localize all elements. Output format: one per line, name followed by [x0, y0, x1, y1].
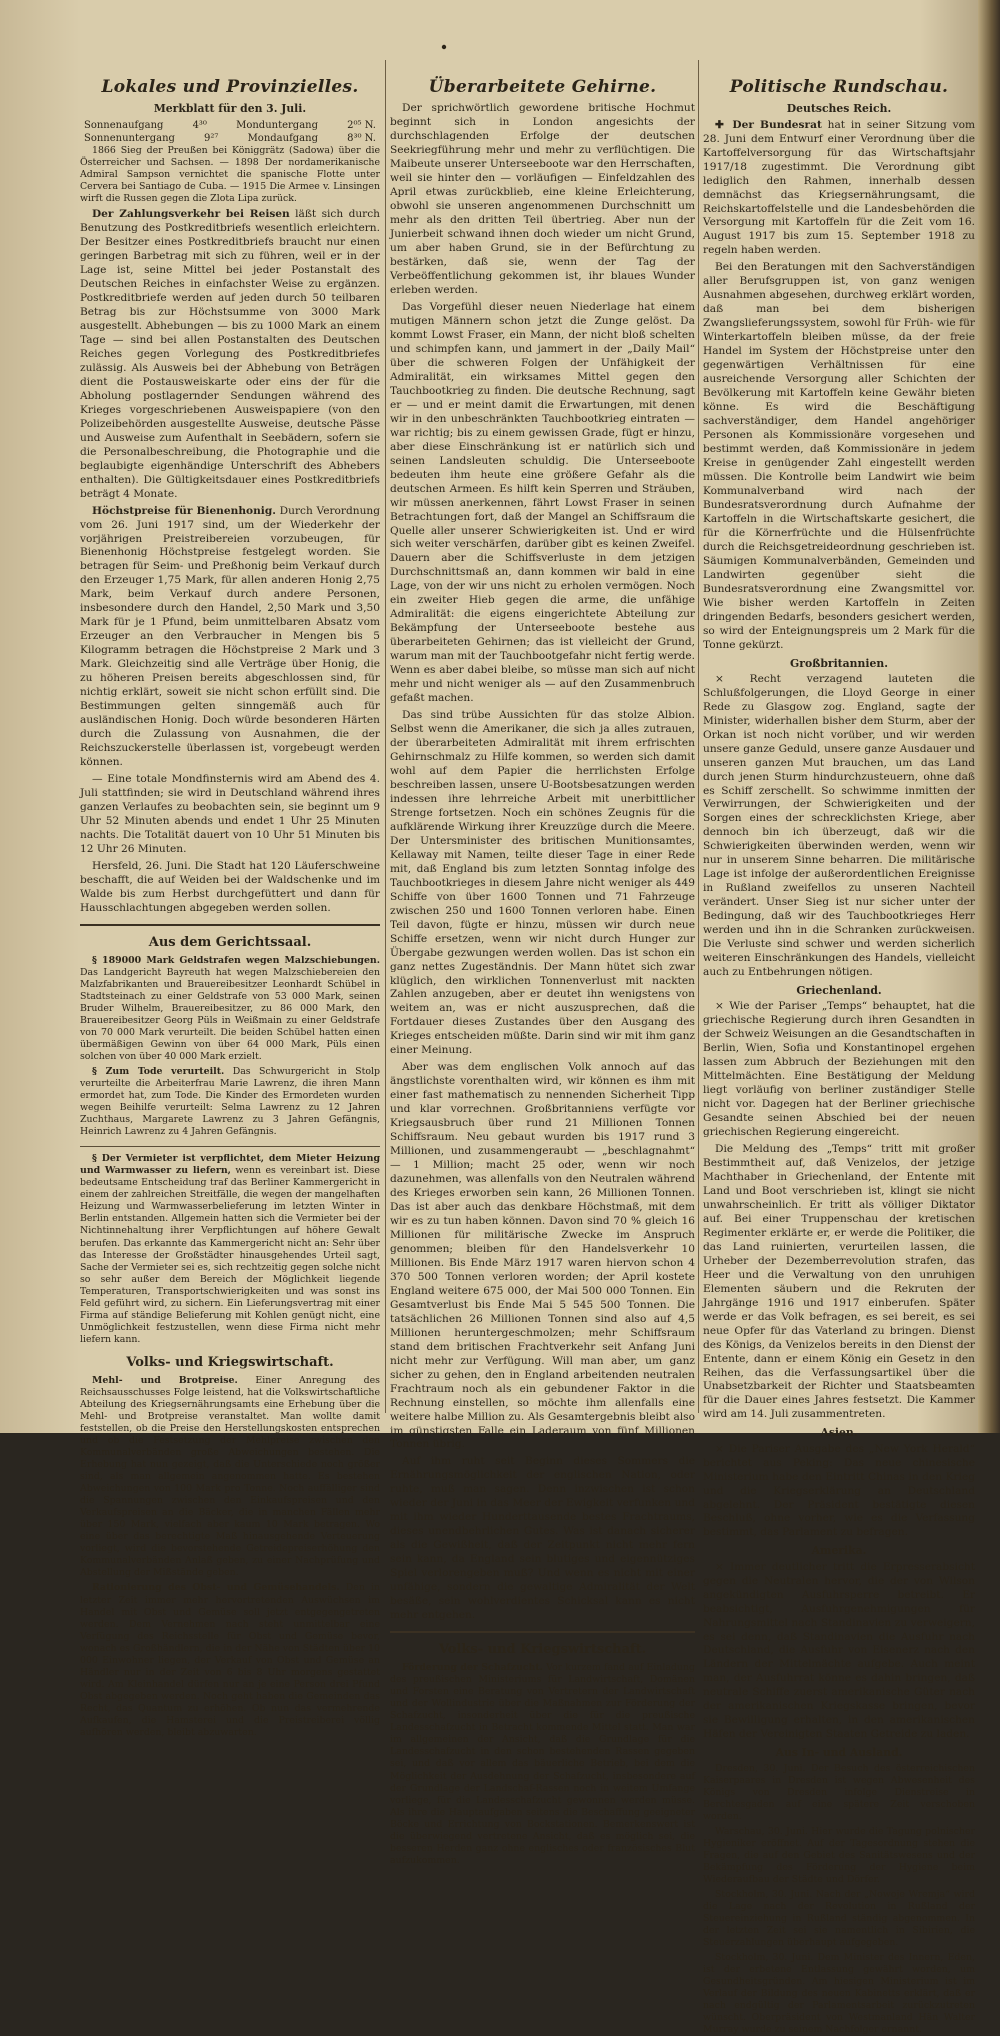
article-paragraph: Stockholm, 30. Juni. Nach der „Nowoje Wremja“ wird die Lage nach der Revolution in Rußland der Steuereinziehung in Rußland ständig abgenommen. In der letzten Zeit sei sie namentlich in Sibirien, die Steuerzahlungen überhaupt aufgegeben.	[703, 1888, 975, 1948]
keyword: Der Zahlungsverkehr bei Reisen	[92, 208, 290, 221]
column-feature-article	[390, 62, 695, 1866]
keyword: Förderung der Schafzucht.	[402, 1662, 543, 1674]
column-rule	[698, 60, 699, 1413]
column-politics	[703, 62, 975, 2036]
article-paragraph: Der sprichwörtlich gewordene britische Hochmut beginnt sich in London angesichts der durchschlagenden Erfolge der deutschen Seekriegführung mehr und mehr zu verflüchtigen. Die Maibeute unserer Unterseeboote war den Herrschaften, weil sie hinter den — vorläufigen — Einfeldzahlen des April etwas zurückblieb, eine kleine Erleichterung, obwohl sie unseren angenommenen Durchschnitt um mehr als den dritten Teil übertrieg. Aber nun der Junierbeit schwand ihnen doch wieder um nicht Grund, um aber haben Grund, sie in der Befürchtung zu bestärken, daß sie, wenn der Tag der Verbeöffentlichung gekommen ist, ihr blaues Wunder erleben werden.	[390, 102, 695, 297]
paragraph-text: Das Schwurgericht in Stolp verurteilte die Arbeiterfrau Marie Lawrenz, die ihren Mann ermordet hat, zum Tode. Die Kinder des Ermordeten wurden wegen Beihilfe verurteilt: Selma Lawrenz zu 12 Jahren Zuchthaus, Margarete Lawrenz zu 3 Jahren Gefängnis, Heinrich Lawrenz zu 4 Jahren Gefängnis.	[80, 1066, 380, 1138]
paragraph-text: läßt sich durch Benutzung des Postkreditbriefs wesentlich erleichtern. Der Besitzer eines Postkreditbriefs braucht nur einen geringen Barbetrag mit sich zu führen, weil er in der Lage ist, seine Mittel bei jeder Postanstalt des Deutschen Reiches in einfachster Weise zu ergänzen. Postkreditbriefe werden auf jeden durch 50 teilbaren Betrag bis zur Höchstsumme von 3000 Mark ausgestellt. Abhebungen — bis zu 1000 Mark an einem Tage — sind bei allen Postanstalten des Deutschen Reiches gegen Vorlegung des Postkreditbriefes zulässig. Als Ausweis bei der Abhebung von Beträgen dient die Postausweiskarte oder eins der für die Abholung postlagernder Sendungen während des Krieges vorgeschriebenen Ausweispapiere (von den Polizeibehörden ausgestellte Ausweise, deutsche Pässe und Ausweise zum Aufenthalt in Seebädern, sofern sie die Personalbeschreibung, die Photographie und die beglaubigte eigenhändige Unterschrift des Abhebers enthalten). Die Gültigkeitsdauer eines Postkreditbriefs beträgt 4 Monate.	[80, 208, 380, 500]
column-rule	[385, 60, 386, 1413]
paragraph-text: Den in letzter Zeit immer mehr hervortretenden Auswüchsen im Handel mit Obst und Gemüse soll jetzt entgegengetreten werden. Dem Vernehmen nach steht unmittelbar eine Verfügung des Reichsstelle für Obst und Gemüse bevor, wonach es Großhändlern, die in der Nähe von Städten über 10 000 Einwohner liegen, der Verkauf von Obst und Gemüse an Händler nur in der Zeit von 6 bis 8 Uhr morgens gestattet wird. Am Kleinhandel dürfen nur an je eine Person drei Pfund Obst abgegeben werden. Noch geht haben die Gemeinden das Recht, das Quantum zu erhöhen. Ob nun das vermehrende Aufkaufen, die Hamsterei und die Preistreiberei völlig aufhören werden, bleibt abzuwarten.	[80, 1582, 380, 1738]
calendar-row	[80, 119, 380, 132]
section-heading: Politische Rundschau.	[729, 77, 949, 97]
calendar-label: Sonnenuntergang	[84, 132, 175, 144]
section-heading: Lokales und Provinzielles.	[101, 77, 359, 97]
article-paragraph: × Die Pariser Ausgabe des „New York Herald“ berichtet aus Peking: Das neue chinesische Ministerium habe den Eintritt Chinas in den Krieg und die Kriegserklärung an Deutschland abgelehnt. Der Präsident bestätigte diesen Beschluß, ohne vorher, wie es die Verfassung bestimmt, das Parlament zu befragen.	[703, 1442, 975, 1539]
history-note: 1866 Sieg der Preußen bei Königgrätz (Sadowa) über die Österreicher und Sachsen. — 1898 Der nordamerikanische Admiral Sampson vernichtet die spanische Flotte unter Cervera bei Santiago de Cuba. — 1915 Die Armee v. Linsingen wirft die Russen gegen die Zlota Lipa zurück.	[80, 145, 380, 205]
divider	[80, 1146, 380, 1147]
article-paragraph: ✚ Der Bundesrat hat in seiner Sitzung vom 28. Juni dem Entwurf einer Verordnung über die Kartoffelversorgung für das Wirtschaftsjahr 1917/18 zugestimmt. Die Verordnung gibt lediglich den Rahmen, innerhalb dessen demnächst das Kriegsernährungsamt, die Reichskartoffelstelle und die Landesbehörden die Versorgung mit Kartoffeln für die Zeit vom 16. August 1917 bis zum 15. September 1918 zu regeln haben werden.	[703, 118, 975, 257]
subsection-heading: Asien.	[820, 1426, 858, 1440]
section-heading: Aus dem Gerichtssaal.	[148, 934, 312, 950]
article-paragraph	[80, 1066, 380, 1138]
subsection-heading: Griechenland.	[796, 984, 882, 998]
article-paragraph: × Wie der Pariser „Temps“ behauptet, hat die griechische Regierung durch ihren Gesandten in der Schweiz Weisungen an die Gesandtschaften in Berlin, Wien, Sofia und Konstantinopel ergehen lassen zum Abbruch der Beziehungen mit den Mittelmächten. Eine Bestätigung der Meldung liegt vorläufig von berliner zuständiger Stelle nicht vor. Dagegen hat der Berliner griechische Gesandte seinen Abschied bei der neuen griechischen Regierung eingereicht.	[703, 1000, 975, 1139]
keyword: § Zum Tode verurteilt.	[92, 1066, 225, 1078]
section-heading: Volks- und Kriegswirtschaft.	[126, 1354, 334, 1370]
keyword: § Der Vermieter ist verpflichtet, dem Mieter Heizung und Warmwasser zu liefern,	[80, 1153, 380, 1177]
calendar-label: Monduntergang	[236, 119, 318, 131]
calendar-value: 8³⁰ N.	[347, 132, 376, 144]
paragraph-text: Das Landgericht Bayreuth hat wegen Malzschiebereien den Malzfabrikanten und Brauereibesitzer Leonhardt Schübel in Stadtsteinach zu einer Geldstrafe von 53 000 Mark, seinen Bruder Wilhelm, Brauereibesitzer, zu 86 000 Mark, den Brauereibesitzer Georg Püls in Weißmain zu einer Geldstrafe von 70 000 Mark verurteilt. Die beiden Schübel hatten einen übermäßigen Gewinn von über 64 000 Mark, Püls einen solchen von über 40 000 Mark erzielt.	[80, 966, 380, 1063]
keyword: Der Bundesrat	[732, 118, 822, 131]
article-paragraph: Das sind trübe Aussichten für das stolze Albion. Selbst wenn die Amerikaner, die sich ja alles zutrauen, der überarbeiteten Admiralität mit ihrem erfrischten Gehirnschmalz zu Hilfe kommen, so werden sich damit wohl auf dem Papier die herrlichsten Erfolge beschreiben lassen, unsere U-Bootsbesatzungen werden indessen ihre lehrreiche Arbeit mit unerbittlicher Strenge fortsetzen. Noch ein schönes Zeugnis für die aufklärende Wirkung ihrer Kreuzzüge durch die Meere. Der Untersminister des britischen Munitionsamtes, Kellaway mit Namen, teilte dieser Tage in einer Rede mit, daß England bis zum letzten Sonntag infolge des Tauchbootkrieges in diesem Jahre nicht weniger als 449 Schiffe von über 1600 Tonnen und 71 Fahrzeuge zwischen 250 und 1600 Tonnen verloren habe. Einen Teil davon, fügte er hinzu, müssen wir durch neue Schiffe ersetzen, wenn wir nicht durch Hunger zur Übergabe gezwungen werden wollen. Das ist schon ein ganz nettes Zugeständnis. Der Mann hütet sich zwar klüglich, den wirklichen Tonnenverlust mit nackten Zahlen anzugeben, aber er deutet ihn wenigstens von weitem an, was er nicht auszusprechen, daß die Fortdauer dieses Zustandes über den Ausgang des Krieges entscheiden müßte. Darin sind wir mit ihm ganz einer Meinung.	[390, 709, 695, 1057]
keyword: Höchstpreise für Bienenhonig.	[92, 504, 276, 517]
subsection-heading: Deutsches Reich.	[786, 102, 892, 116]
article-paragraph: Auf ihm ruht seit Beginn dieses Sommers die Ernährungsmöglichkeit der englischen Nation, oder ruhte, muß man sagen. Denn inzwischen ist schon wieder der Juni in das Meer der Ewigkeit verfunken und mit ihm wieder Hunderttausende bestes Frachtraums, dieses unendbehrlichen Gutes. Was ist danach sicherer als die Gewißheit, daß der Zeitpunkt nicht mehr fern sein kann, da England sein blutiges und eigennütziges Spiel verlorengeben muß? Und wenn es nicht mit einer unfähige, sondern die gewaltige Admiralität der Welt besäße, sein wohlverdientes Schicksal kann es nicht mehr entgehen.	[390, 1455, 695, 1622]
article-paragraph: Stockholm, 30. Juni. Dem Minister des Innern, Eden, ist der erbetene Entlassung gewährt worden, um Gesundheitsgründen. Am hiesigen Ministerium ist im Verlauf der Bildung des neuen Kabinetts erklärt, daß er nach endgültig der Parlamentsarbeit zurückzutreten wünscht. Oberpräsident von Westmanland Hän Walter Murray wurde zu seinem Nachfolger ernannt.	[703, 1951, 975, 2036]
section-divider	[80, 924, 380, 926]
keyword: Rationierung des Obst- und Gemüsehandels.	[92, 1582, 340, 1594]
calendar-value: 4³⁰	[192, 119, 207, 131]
keyword: Mehl- und Brotpreise.	[92, 1374, 238, 1386]
article-paragraph	[80, 208, 380, 501]
keyword: § 189000 Mark Geldstrafen wegen Malzschiebungen.	[92, 954, 380, 966]
calendar-row	[80, 132, 380, 145]
section-heading: Volks- und Kriegswirtschaft.	[438, 1642, 647, 1658]
subsection-heading: Aus In- und Ausland.	[775, 1746, 903, 1760]
merkblatt-title: Merkblatt für den 3. Juli.	[153, 102, 307, 116]
column-local-news	[80, 62, 380, 1738]
article-paragraph: Hersfeld, 26. Juni. Die Stadt hat 120 Läuferschweine beschafft, die auf Weiden bei der Waldschenke und im Walde bis zum Herbst durchgefüttert und dann für Hausschlachtungen abgegeben werden sollen.	[80, 859, 380, 914]
article-paragraph: — Eine totale Mondfinsternis wird am Abend des 4. Juli stattfinden; sie wird in Deutschland während ihres ganzen Verlaufes zu beobachten sein, sie beginnt um 9 Uhr 52 Minuten abends und endet 1 Uhr 25 Minuten nachts. Die Totalität dauert von 10 Uhr 51 Minuten bis 12 Uhr 26 Minuten.	[80, 772, 380, 855]
article-paragraph: Die Meldung des „Temps“ tritt mit großer Bestimmtheit auf, daß Venizelos, der jetzige Machthaber in Griechenland, der Entente mit Land und Boot verschrieben ist, klingt sie nicht unwahrscheinlich. Er tritt als völliger Diktator auf. Bei einer Truppenschau der kretischen Regimenter erklärte er, er werde die Politiker, die das Land ruinierten, verurteilen lassen, die Urheber der Dezemberrevolution strafen, das Heer und die Verwaltung von den unruhigen Elementen säubern und die Rekruten der Jahrgänge 1916 und 1917 einberufen. Später werde er das Volk befragen, es sei bereit, es sei neue Opfer für das Vaterland zu bringen. Dienst des Königs, da Venizelos bereits in den Dienst der Entente, dann er einem König ein Gesetz in den Reihen, das die Verfassungsartikel über die Unabsetzbarkeit der Richter und Staatsbeamten für die Dauer eines Jahres festsetzt. Die Kammer wird am 14. Juli zusammentreten.	[703, 1143, 975, 1421]
article-paragraph	[80, 1375, 380, 1580]
article-paragraph: Dresden, 30. Juni. Der Besuch des österreichischen Kaiserpaares in Dresden ist wegen Abwesenheit des Königs von Dresden infolge Dienstreise in Berchtesgaden auf eine spätere Zeit verschoben worden.	[703, 1762, 975, 1822]
calendar-label: Sonnenaufgang	[84, 119, 164, 131]
article-paragraph: Aber was dem englischen Volk annoch auf das ängstlichste vorenthalten wird, wir können es ihm mit einer fast mathematisch zu nennenden Sicherheit Tipp und klar vorrechnen. Großbritanniens verfügte vor Kriegsausbruch über rund 21 Millionen Tonnen Schiffsraum. Neu gebaut wurden bis 1917 rund 3 Millionen, und zusammengeraubt — „beschlagnahmt“ — 1 Million; macht 25 oder, wenn wir noch dazunehmen, was allenfalls von den Neutralen während des Krieges erworben sein kann, 26 Millionen Tonnen. Das ist aber auch das denkbare Höchstmaß, mit dem wir es zu tun haben können. Davon sind 70 % gleich 16 Millionen für militärische Zwecke im Anspruch genommen; bleiben für den Handelsverkehr 10 Millionen. Bis Ende März 1917 waren hiervon schon 4 370 500 Tonnen verloren worden; der April kostete England weitere 675 000, der Mai 500 000 Tonnen. Ein Gesamtverlust bis Ende Mai 5 545 500 Tonnen. Die tatsächlichen 26 Millionen Tonnen sind also auf 4,5 Millionen heruntergeschmolzen; mehr Schiffsraum stand dem britischen Frachtverkehr seit Anfang Juni nicht mehr zur Verfügung. Will man aber, um ganz sicher zu gehen, den in England arbeitenden neutralen Frachtraum noch als ein gebundener Faktor in die Rechnung einstellen, so möchte ihm allenfalls eine weitere halbe Million zu. Als Gesamtergebnis bleibt also im günstigsten Falle ein Laderaum von fünf Millionen Tonnen übrig.	[390, 1061, 695, 1451]
article-paragraph	[80, 955, 380, 1063]
article-paragraph: Das Vorgefühl dieser neuen Niederlage hat einem mutigen Männern schon jetzt die Zunge gelöst. Da kommt Lowst Fraser, ein Mann, der nicht bloß schelten und schimpfen kann, und jammert in der „Daily Mail“ über die schweren Folgen der Unfähigkeit der Admiralität, ein wirksames Mittel gegen den Tauchbootkrieg zu finden. Die deutsche Rechnung, sagt er — und er meint damit die Erwartungen, mit denen wir in den unbeschränkten Tauchbootkrieg eintraten — war richtig; bis zu einem gewissen Grade, fügt er hinzu, aber diese Einschränkung ist er natürlich sich und seinen Landsleuten schuldig. Die Unterseeboote bedeuten ihm heute eine größere Gefahr als die deutschen Armeen. Es hilft kein Sperren und Sträuben, wir müssen anerkennen, fährt Lowst Fraser in seinen Betrachtungen fort, daß der Mangel an Schiffsraum die Quelle aller unserer Schwierigkeiten ist. Und er wird sich weiter verschärfen, darüber gibt es keinen Zweifel. Dauern aber die Schiffsverluste in dem jetzigen Durchschnittsmaß an, dann kommen wir bald in eine Lage, von der wir uns nicht zu erholen vermögen. Noch ein zweiter Hieb gegen die arme, die unfähige Admiralität: die eigens eingerichtete Abteilung zur Bekämpfung der Unterseeboote bestehe aus überarbeiteten Gehirnen; das ist vielleicht der Grund, warum man mit der Tauchbootgefahr nicht fertig werde. Wenn es aber dabei bleibe, so müsse man sich auf nicht mehr und nicht weniger als — auf den Zusammenbruch gefaßt machen.	[390, 301, 695, 705]
top-ornament-icon	[386, 40, 616, 54]
section-divider	[390, 1631, 695, 1633]
article-paragraph: × Recht verzagend lauteten die Schlußfolgerungen, die Lloyd George in einer Rede zu Glasgow zog. England, sagte der Minister, widerhallen bisher dem Sturm, aber der Orkan ist noch nicht vorüber, und wir werden unsere ganze Geduld, unsere ganze Ausdauer und unseren ganzen Mut brauchen, um das Land durch jenen Sturm hindurchzusteuern, ohne daß es Schiff zerschellt. So schwimme inmitten der Verwirrungen, der Schwierigkeiten und der Sorgen eines der schrecklichsten Kriege, aber dennoch bin ich überzeugt, daß wir die Schwierigkeiten überwinden werden, wenn wir nur in unserem Sinne beharren. Die militärische Lage ist infolge der außerordentlichen Ereignisse in Rußland zweifellos zu unseren Nachteil verändert. Unser Sieg ist nur sicher unter der Bedingung, daß wir des Tauchbootkrieges Herr werden und ihn in die Schranken zurückweisen. Die Verluste sind schwer und werden sicherlich weiteren Einschränkungen des Handels, vielleicht auch zu Entbehrungen nötigen.	[703, 672, 975, 979]
article-title: Überarbeitete Gehirne.	[428, 77, 657, 97]
article-paragraph	[80, 505, 380, 770]
article-paragraph	[80, 1582, 380, 1738]
page-spine	[978, 0, 1000, 1433]
article-paragraph: Warschau, 30. Juni. Hier wurde die Tagung polnischer Hygieniker eröffnet. Auf der Tagesordnung stehen die Fragen, die auf den Gebiet des Sanitätswesens und der Bekämpfung des Förderung der Hygiene beim Wiederaufbau der Städte und Dörfer.	[703, 1825, 975, 1885]
article-paragraph: × Immer deutlicher tritt die Erpresserabsicht gegen die Neutralen hervor, die der von Wilson angekündigten Ausfuhrsperre betreibt. Er beabsichtigt, Ausfuhrgenehmigungen für Nahrungsmittel nach Standinavien zu verweigern, es sei denn, daß Standinavien die Ausfuhr nach Deutschland, die Ausfuhr von Eisenerz nach den Ländern der Mittelmächte aufgebe. Auch meint man, der Ausfuhrrat könne es dahin bringen, daß neutrale Schiffe zuerst amerikanische Güter nach der amerikanischen Kriegskasse bringen, bevor sie Bewilligung erhalten, in den amerikanischen Häfen der Vereinigten Staaten Getreide zu laden.	[703, 1560, 975, 1741]
paragraph-text: hat in seiner Sitzung vom 28. Juni dem Entwurf einer Verordnung über die Kartoffelversorgung für das Wirtschaftsjahr 1917/18 zugestimmt. Die Verordnung gibt lediglich den Rahmen, innerhalb dessen demnächst das Kriegsernährungsamt, die Reichskartoffelstelle und die Landesbehörden die Versorgung mit Kartoffeln für die Zeit vom 16. August 1917 bis zum 15. September 1918 zu regeln haben werden.	[703, 118, 975, 257]
paragraph-text: Durch Verordnung vom 26. Juni 1917 sind, um der Wiederkehr der vorjährigen Preistreibereien vorzubeugen, für Bienenhonig Höchstpreise festgelegt worden. Sie betragen für Seim- und Preßhonig beim Verkauf durch den Erzeuger 1,75 Mark, für allen anderen Honig 2,75 Mark, beim Verkauf durch andere Personen, insbesondere durch den Handel, 2,50 Mark und 3,50 Mark für je 1 Pfund, beim unmittelbaren Absatz vom Erzeuger an den Verbraucher in Mengen bis 5 Kilogramm betragen die Höchstpreise 2 Mark und 3 Mark. Gleichzeitig sind alle Verträge über Honig, die zu höheren Preisen bereits abgeschlossen sind, für nichtig erklärt, soweit sie nicht schon erfüllt sind. Die Bestimmungen gelten sinngemäß auch für ausländischen Honig. Doch würde besonderen Härten durch die Zulassung von Ausnahmen, die der Reichszuckerstelle überlassen ist, vorgebeugt werden können.	[80, 504, 380, 768]
article-paragraph	[390, 1662, 695, 1867]
calendar-label: Mondaufgang	[247, 132, 318, 144]
calendar-value: 9²⁷	[204, 132, 219, 144]
article-paragraph	[80, 1153, 380, 1346]
paragraph-text: wenn es vereinbart ist. Diese bedeutsame Entscheidung traf das Berliner Kammergericht in einem der zahlreichen Streitfälle, die wegen der mangelhaften Heizung und Warmwasserbelieferung im letzten Winter in Berlin entstanden. Allgemein hatten sich die Vermieter bei der Nichtinnehaltung ihrer Verpflichtungen auf höhere Gewalt berufen. Das erkannte das Kammergericht nicht an: Sehr über das Interesse der Großstädter hinausgehendes Urteil sagt, Sache der Vermieter sei es, sich rechtzeitig gegen solche nicht so sehr außer dem Bereich der Möglichkeit liegende Temperaturen, Transportschwierigkeiten und was sonst ins Feld geführt wird, zu sichern. Ein Lieferungsvertrag mit einer Firma auf ständige Belieferung mit Kohlen genügt nicht, eine Unmöglichkeit festzustellen, wenn diese Firma nicht mehr liefern kann.	[80, 1165, 380, 1345]
paragraph-text: Einer Anregung des Reichsausschusses Folge leistend, hat die Volkswirtschaftliche Abteilung des Kriegsernährungsamts eine Erhebung über die Mehl- und Brotpreise veranstaltet. Man wollte damit feststellen, ob die Preise den Herstellungskosten entsprechen und ob die Festsetzung der Mehlpreise zwischen den Kommunalverbänden große Abweichungen bestehen. Die Erhebung hat nun gezeigt, daß die Unterschiede noch größer sind, als man allgemein angenommen hatte. Es bestehen Abweichungen von 100 Mark pro Tonne. Noch auffälliger sind die Spannungen zwischen den Einkaufspreisen und den Verkaufspreisen an die Bäcker, die in manchen Fällen mehr über 150 Mark, vielfach aber kaum 10 Mark betragen. Wo eine über das berechtigte Maß hinausgehende Verteuerung vorliegt, wird die bevorstehende Getreidepreiserhöhung den Kommunalverbänden Anlaß geben, zu einer Nachprüfung und Abstellung der Mißstände geben.	[80, 1374, 380, 1579]
calendar-value: 2⁰⁵ N.	[347, 119, 376, 131]
subsection-heading: Amerika.	[811, 1544, 867, 1558]
article-paragraph: Bei den Beratungen mit den Sachverständigen aller Berufsgruppen ist, von ganz wenigen Ausnahmen abgesehen, durchweg erklärt worden, daß man bei dem bisherigen Zwangslieferungssystem, sowohl für Früh- wie für Winterkartoffeln bleiben müsse, da der freie Handel im System der Höchstpreise unter den gegenwärtigen Verhältnissen für eine ausreichende Versorgung aller Schichten der Bevölkerung mit Kartoffeln keine Gewähr bieten könne. Es wird die Beschäftigung sachverständiger, dem Handel angehöriger Personen als Kommissionäre vorgesehen und bestimmt werden, daß Kommissionäre in jedem Kreise in genügender Zahl eingestellt werden müssen. Die Kontrolle beim Landwirt wie beim Kommunalverband wird nach der Bundesratsverordnung durch Aufnahme der Kartoffeln in die Wirtschaftskarte gesichert, die für die Körnerfrüchte und die Hülsenfrüchte durch die Reichsgetreideordnung geschrieben ist. Säumigen Kommunalverbänden, Gemeinden und Landwirten gegenüber sieht die Bundesratsverordnung eine Zwangsmittel vor. Wie bisher werden Kartoffeln in Zeiten dringenden Bedarfs, besonders gesichert werden, so wird der Enteignungspreis um 2 Mark für die Tonne gekürzt.	[703, 261, 975, 651]
subsection-heading: Großbritannien.	[790, 656, 888, 670]
paragraph-text: Vor kurzem fand auf Einladung des preußischen Ministeriums für Landwirtschaft, Domänen und Forsten eine Beratung von Vertretern der Landwirtschaft und der Wollindustrie über die Maßnahmen zur Förderung der Schafzucht, insonderheit über die für die preußische Landesschafzucht in Betracht kommende Mittel statt. Man war im allgemeinen der Ansicht, daß die Grundlage für die Landesschafzucht in den schon bestehenden Rassen gegeben sei, und daß vor allem das bäuerliche Betrieb, bei dem die Möglichkeit der Ausdehnung der Schafzucht, insbesondere auf der Grundlage der Landschaf-Rassen noch in weitem Umfange vorliege, für die Landesschafzucht gewonnen werden müsse. Als ihre die Hauptaufgaben seitens die Beschaffung geeigneter Böcke und Errichtung von Bockstationen. Bemerkenswert ist die überwiegend vertretene Ansicht, daß es möglich sei, die besseren Herden ganz ohne englisches oder französisches Blut aufzukommen.	[390, 1662, 695, 1866]
